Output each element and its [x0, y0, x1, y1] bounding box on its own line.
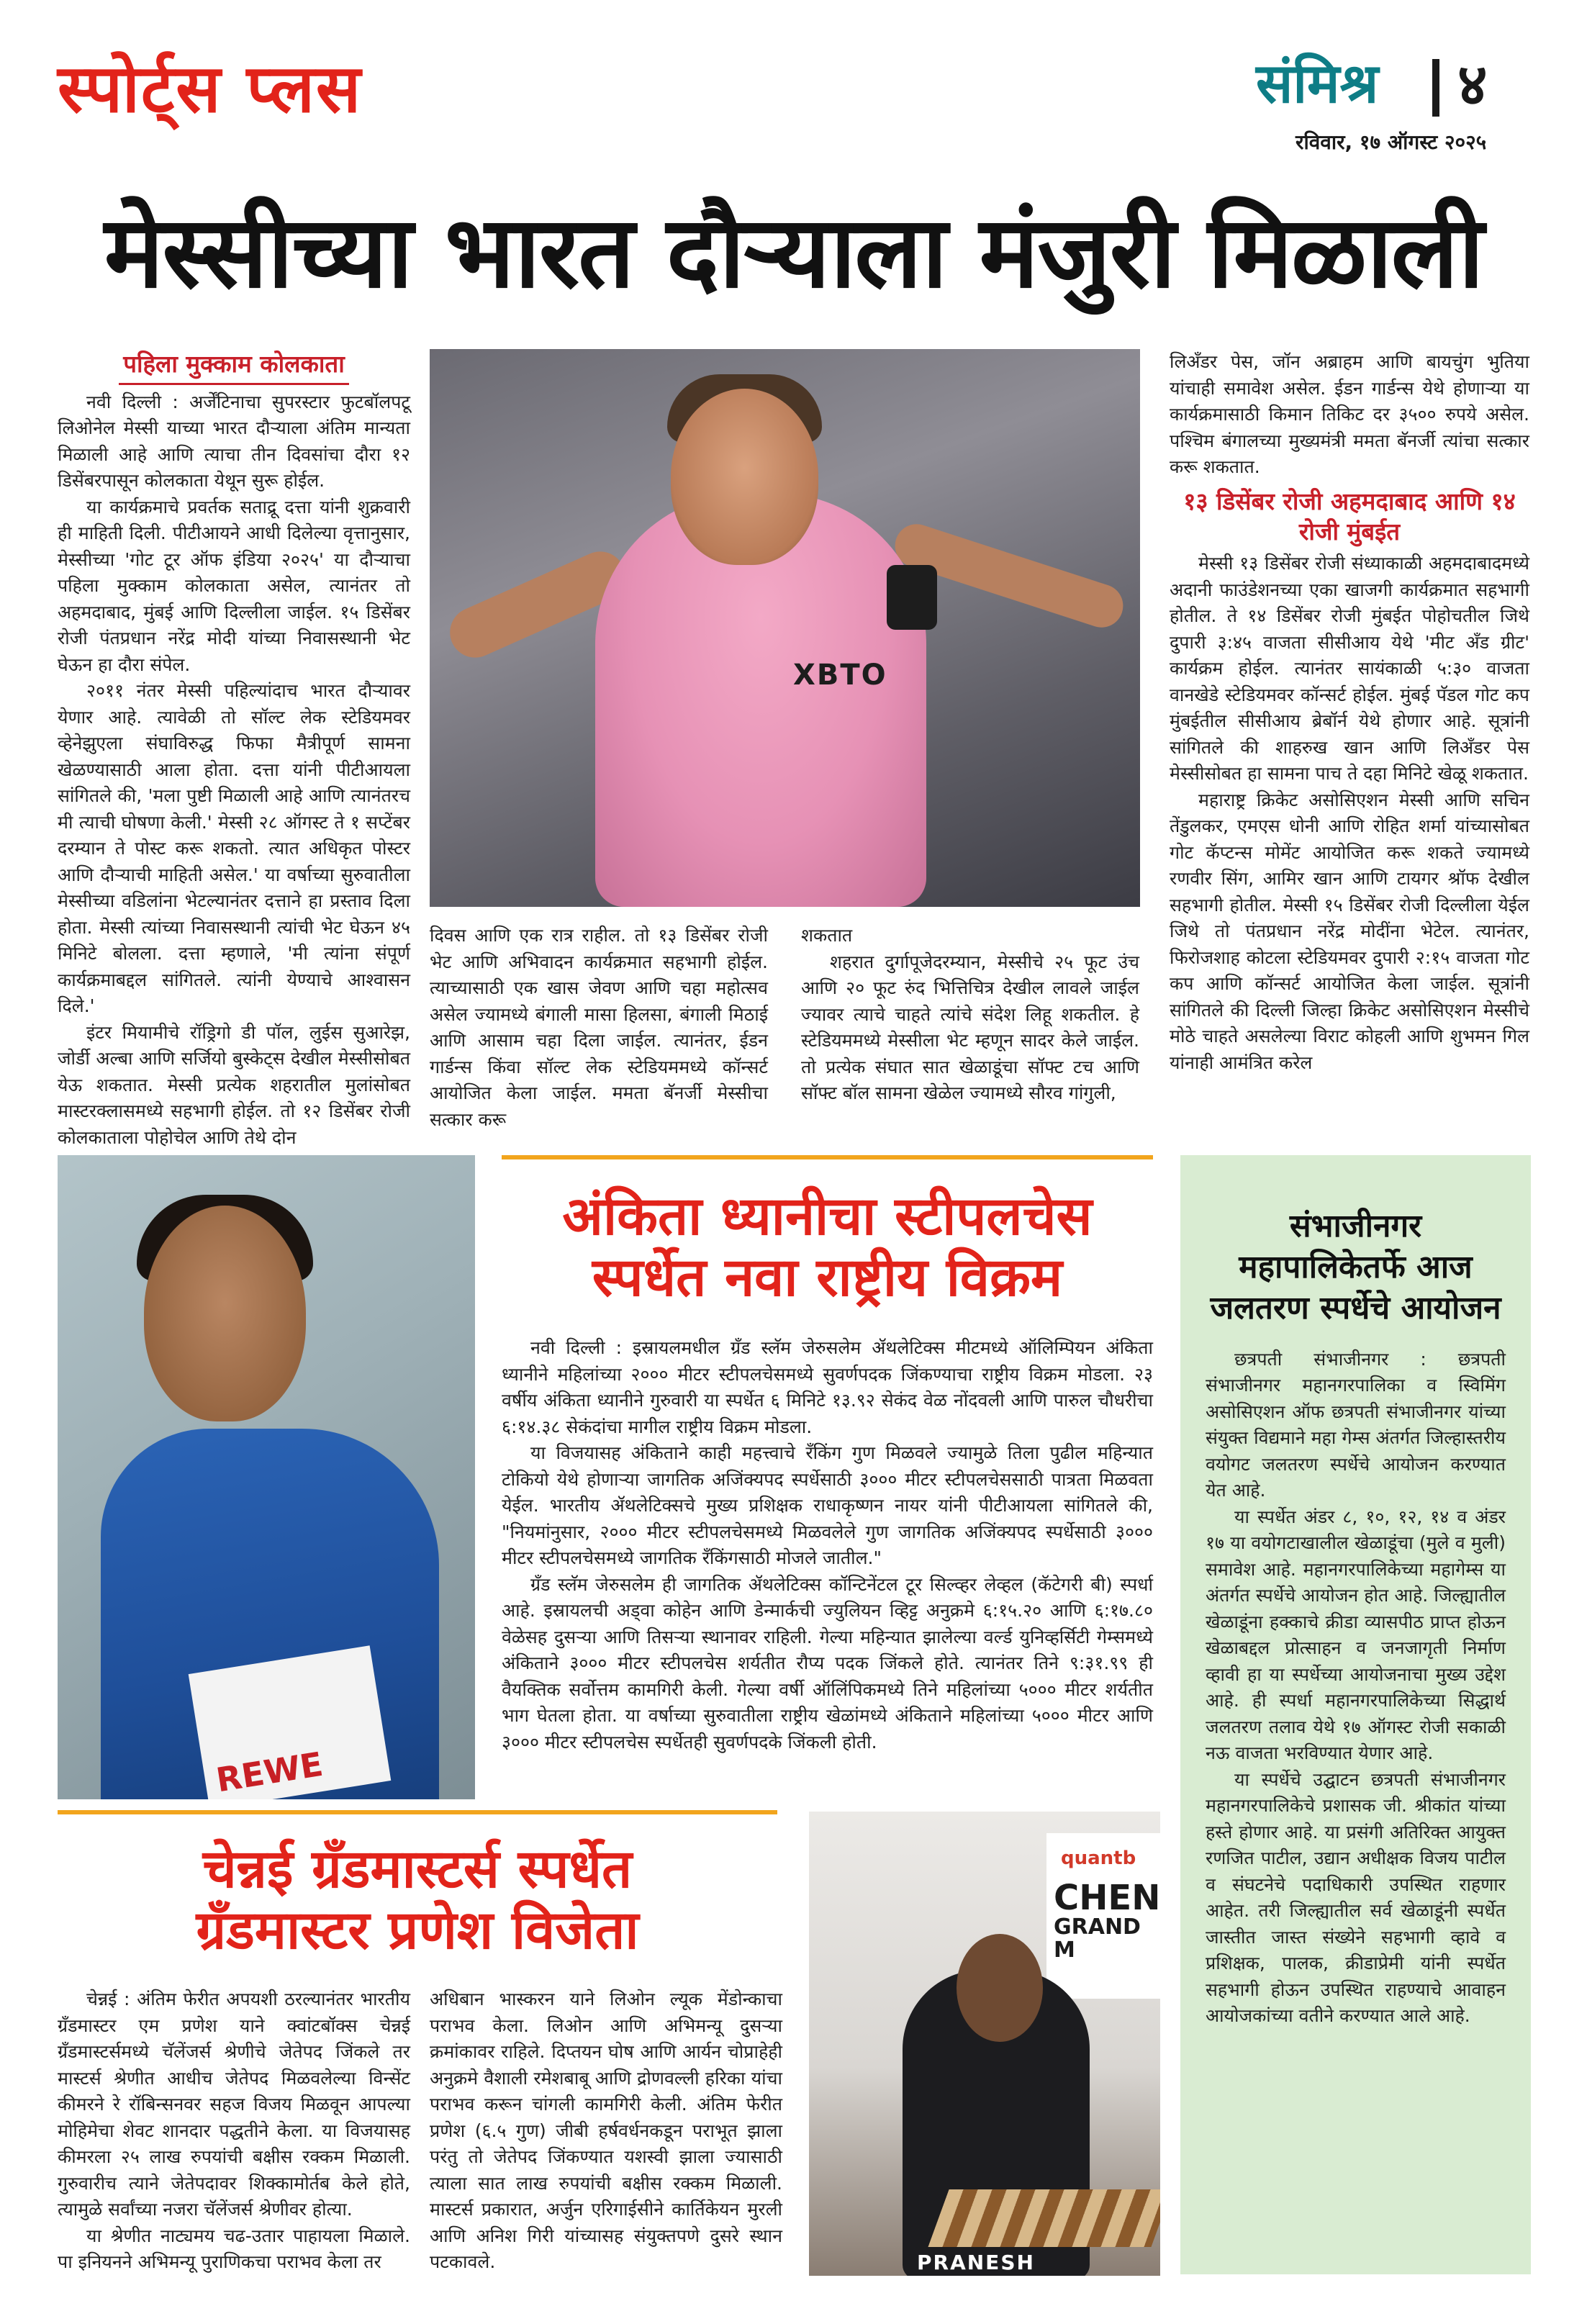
messi-col4-rest: मेस्सी १३ डिसेंबर रोजी संध्याकाळी अहमदाबादमध्ये अदानी फाउंडेशनच्या एका खाजगी कार्यक्रमात सहभागी होतील. ते १४ डिसेंबर रोजी मुंबईत पोहोचतील जिथे दुपारी ३:४५ वाजता सीसीआय येथे 'मीट अँड ग्रीट' कार्यक्रम होईल. त्यानंतर सायंकाळी ५:३० वाजता वानखेडे स्टेडियमवर कॉन्सर्ट होईल. मुंबई पॅडल गोट कप मुंबईतील सीसीआय ब्रेबॉर्न येथे होणार आहे. सूत्रांनी सांगितले की शाहरुख खान आणि लिअँडर पेस मेस्सीसोबत हा सामना पाच ते दहा मिनिटे खेळू शकतात. महाराष्ट्र क्रिकेट असोसिएशन मेस्सी आणि सचिन तेंडुलकर, एमएस धोनी आणि रोहित शर्मा यांच्यासोबत गोट कॅप्टन्स मोमेंट आयोजित करू शकते ज्यामध्ये रणवीर सिंग, आमिर खान आणि टायगर श्रॉफ देखील सहभागी होतील. मेस्सी १५ डिसेंबर रोजी दिल्लीला येईल जिथे तो पंतप्रधान नरेंद्र मोदींना भेटेल. त्यानंतर, फिरोजशाह कोटला स्टेडियमवर दुपारी २:१५ वाजता गोट कप आणि कॉन्सर्ट आयोजित केला जाईल. सूत्रांनी सांगितले की दिल्ली जिल्हा क्रिकेट असोसिएशन मेस्सीचे मोठे चाहते असलेल्या विराट कोहली आणि शुभमन गिल यांनाही आमंत्रित करेल: [1170, 553, 1529, 1073]
messi-col3-text: शकतात शहरात दुर्गापूजेदरम्यान, मेस्सीचे २५ फूट उंच आणि २० फूट रुंद भित्तिचित्र देखील लावले जाईल ज्यावर त्याचे चाहते त्यांचे संदेश लिहू शकतील. हे स्टेडियममध्ये मेस्सीला भेट म्हणून सादर केले जाईल. तो प्रत्येक संघात सात खेळाडूंचा सॉफ्ट टच आणि सॉफ्ट बॉल सामना खेळेल ज्यामध्ये सौरव गांगुली,: [801, 925, 1139, 1103]
messi-subhead-ahmedabad: १३ डिसेंबर रोजी अहमदाबाद आणि १४ रोजी मुंबईत: [1183, 487, 1516, 546]
section-name: संमिश्र: [1256, 51, 1379, 115]
sponsor-logo: quantb: [1061, 1848, 1136, 1869]
ankita-photo: [58, 1155, 475, 1799]
section-divider: [1432, 59, 1439, 117]
page-number: ४: [1457, 51, 1488, 118]
swim-story-box: [1180, 1155, 1531, 2274]
messi-col4-top: लिअँडर पेस, जॉन अब्राहम आणि बायचुंग भुतिया यांचाही समावेश असेल. ईडन गार्डन्स येथे होणाऱ्या या कार्यक्रमासाठी किमान तिकिट दर ३५०० रुपये असेल. पश्चिम बंगालच्या मुख्यमंत्री ममता बॅनर्जी त्यांचा सत्कार करू शकतात.: [1170, 351, 1529, 477]
jersey-sponsor-logo: XBTO: [793, 659, 887, 692]
messi-subhead-kolkata: पहिला मुक्काम कोलकाता: [58, 349, 410, 385]
chess-col2-text: अधिबान भास्करन याने लिओन ल्यूक मेंडोन्काचा पराभव केला. लिओन आणि अभिमन्यू दुसऱ्या क्रमांकावर राहिले. दिप्तयन घोष आणि आर्यन चोप्राहेही अनुक्रमे वैशाली रमेशबाबू आणि द्रोणवल्ली हरिका यांचा पराभव करून चांगली कामगिरी केली. अंतिम फेरीत प्रणेश (६.५ गुण) जीबी हर्षवर्धनकडून पराभूत झाला परंतु तो जेतेपद जिंकण्यात यशस्वी झाला ज्यासाठी त्याला सात लाख रुपयांची बक्षीस रक्कम मिळाली. मास्टर्स प्रकारात, अर्जुन एरिगाईसीने कार्तिकेयन मुरली आणि अनिश गिरी यांच्यासह संयुक्तपणे दुसरे स्थान पटकावले.: [430, 1989, 782, 2272]
chess-col1-text: चेन्नई : अंतिम फेरीत अपयशी ठरल्यानंतर भारतीय ग्रँडमास्टर एम प्रणेश याने क्वांटबॉक्स चेन्नई ग्रँडमास्टर्समध्ये चॅलेंजर्स श्रेणीचे जेतेपद जिंकले तर मास्टर्स श्रेणीत आधीच जेतेपद मिळवलेल्या विन्सेंट कीमरने रे रॉबिन्सनवर सहज विजय मिळवून आपल्या मोहिमेचा शेवट शानदार पद्धतीने केला. या विजयासह कीमरला २५ लाख रुपयांची बक्षीस रक्कम मिळाली. गुरुवारीच त्याने जेतेपदावर शिक्कामोर्तब केले होते, त्यामुळे सर्वांच्या नजरा चॅलेंजर्स श्रेणीवर होत्या. या श्रेणीत नाट्यमय चढ-उतार पाहायला मिळाले. पा इनियनने अभिमन्यू पुराणिकचा पराभव केला तर: [58, 1989, 410, 2272]
messi-col1-text: नवी दिल्ली : अर्जेंटिनाचा सुपरस्टार फुटबॉलपटू लिओनेल मेस्सी याच्या भारत दौऱ्याला अंतिम मान्यता मिळाली आहे आणि त्याचा तीन दिवसांचा दौरा १२ डिसेंबरपासून कोलकाता येथून सुरू होईल. या कार्यक्रमाचे प्रवर्तक सताद्रू दत्ता यांनी शुक्रवारी ही माहिती दिली. पीटीआयने आधी दिलेल्या वृत्तानुसार, मेस्सीच्या 'गोट टूर ऑफ इंडिया २०२५' या दौऱ्याचा पहिला मुक्काम कोलकाता असेल, त्यानंतर तो अहमदाबाद, मुंबई आणि दिल्लीला जाईल. १५ डिसेंबर रोजी पंतप्रधान नरेंद्र मोदी यांच्या निवासस्थानी भेट घेऊन हा दौरा संपेल. २०११ नंतर मेस्सी पहिल्यांदाच भारत दौऱ्यावर येणार आहे. त्यावेळी तो सॉल्ट लेक स्टेडियमवर व्हेनेझुएला संघाविरुद्ध फिफा मैत्रीपूर्ण सामना खेळण्यासाठी आला होता. दत्ता यांनी पीटीआयला सांगितले की, 'मला पुष्टी मिळाली आहे आणि त्यानंतरच मी त्याची घोषणा केली.' मेस्सी २८ ऑगस्ट ते १ सप्टेंबर दरम्यान ते पोस्ट करू शकतो. त्यात अधिकृत पोस्टर आणि दौऱ्याची माहिती असेल.' या वर्षाच्या सुरुवातीला मेस्सीच्या वडिलांना भेटल्यानंतर दत्ताने हा प्रस्ताव दिला होता. मेस्सी त्यांच्या निवासस्थानी त्यांची भेट घेऊन ४५ मिनिटे बोलला. दत्ता म्हणाले, 'मी त्यांना संपूर्ण कार्यक्रमाबद्दल सांगितले. त्यांनी येण्याचे आश्वासन दिले.' इंटर मियामीचे रॉड्रिगो डी पॉल, लुईस सुआरेझ, जोर्डी अल्बा आणि सर्जियो बुस्केट्स देखील मेस्सीसोबत येऊ शकतात. मेस्सी प्रत्येक शहरातील मुलांसोबत मास्टरक्लासमध्ये सहभागी होईल. तो १२ डिसेंबर रोजी कोलकाताला पोहोचेल आणि तेथे दोन: [58, 391, 410, 1148]
dateline: रविवार, १७ ऑगस्ट २०२५: [1296, 130, 1487, 154]
swim-headline: संभाजीनगर महापालिकेतर्फे आज जलतरण स्पर्धेचे आयोजन: [1210, 1208, 1501, 1327]
messi-column-1: [58, 349, 410, 1151]
player-name-tag: PRANESH: [917, 2251, 1035, 2274]
messi-column-4: [1170, 349, 1529, 1076]
ankita-headline: अंकिता ध्यानीचा स्टीपलचेस स्पर्धेत नवा राष्ट्रीय विक्रम: [562, 1185, 1093, 1309]
swim-body-text: छत्रपती संभाजीनगर : छत्रपती संभाजीनगर महानगरपालिका व स्विमिंग असोसिएशन ऑफ छत्रपती संभाजीनगर यांच्या संयुक्त विद्यमाने महा गेम्स अंतर्गत जिल्हास्तरीय वयोगट जलतरण स्पर्धेचे आयोजन करण्यात येत आहे. या स्पर्धेत अंडर ८, १०, १२, १४ व अंडर १७ या वयोगटाखालील खेळाडूंचा (मुले व मुली) समावेश आहे. महानगरपालिकेच्या महागेम्स या अंतर्गत स्पर्धेचे आयोजन होत आहे. जिल्ह्यातील खेळाडूंना हक्काचे क्रीडा व्यासपीठ प्राप्त होऊन खेळाबद्दल प्रोत्साहन व जनजागृती निर्माण व्हावी हा या स्पर्धेच्या आयोजनाचा मुख्य उद्देश आहे. ही स्पर्धा महानगरपालिकेच्या सिद्धार्थ जलतरण तलाव येथे १७ ऑगस्ट रोजी सकाळी नऊ वाजता भरविण्यात येणार आहे. या स्पर्धेचे उद्घाटन छत्रपती संभाजीनगर महानगरपालिकेचे प्रशासक जी. श्रीकांत यांच्या हस्ते होणार आहे. या प्रसंगी अतिरिक्त आयुक्त रणजित पाटील, उद्यान अधीक्षक विजय पाटील व संघटनेचे पदाधिकारी उपस्थित राहणार आहेत. तरी जिल्ह्यातील सर्व खेळाडूंनी स्पर्धेत जास्तीत जास्त संख्येने सहभागी व्हावे व प्रशिक्षक, पालक, क्रीडाप्रेमी यांनी स्पर्धेत सहभागी होऊन उपस्थित राहण्याचे आवाहन आयोजकांच्या वतीने करण्यात आले आहे.: [1206, 1348, 1506, 2027]
messi-photo: [430, 349, 1140, 907]
race-bib-text: REWE: [213, 1744, 326, 1799]
chess-top-rule: [58, 1810, 777, 1814]
chess-board: [928, 2189, 1160, 2247]
chess-photo: [809, 1812, 1160, 2276]
messi-col2-text: दिवस आणि एक रात्र राहील. तो १३ डिसेंबर रोजी भेट आणि अभिवादन कार्यक्रमात सहभागी होईल. त्याच्यासाठी एक खास जेवण आणि चहा महोत्सव असेल ज्यामध्ये बंगाली मासा हिलसा, बंगाली मिठाई आणि आसाम चहा दिला जाईल. त्यानंतर, ईडन गार्डन्स किंवा सॉल्ट लेक स्टेडियममध्ये कॉन्सर्ट आयोजित केला जाईल. ममता बॅनर्जी मेस्सीचा सत्कार करू: [430, 925, 768, 1130]
ankita-body-text: नवी दिल्ली : इस्रायलमधील ग्रँड स्लॅम जेरुसलेम ॲथलेटिक्स मीटमध्ये ऑलिम्पियन अंकिता ध्यानीने महिलांच्या २००० मीटर स्टीपलचेसमध्ये सुवर्णपदक जिंकण्याचा राष्ट्रीय विक्रम मोडला. २३ वर्षीय अंकिता ध्यानीने गुरुवारी या स्पर्धेत ६ मिनिटे १३.९२ सेकंद वेळ नोंदवली आणि पारुल चौधरीचा ६:१४.३८ सेकंदांचा मागील राष्ट्रीय विक्रम मोडला. या विजयासह अंकिताने काही महत्त्वाचे रँकिंग गुण मिळवले ज्यामुळे तिला पुढील महिन्यात टोकियो येथे होणाऱ्या जागतिक अजिंक्यपद स्पर्धेसाठी ३००० मीटर स्टीपलचेससाठी पात्रता मिळवता येईल. भारतीय ॲथलेटिक्सचे मुख्य प्रशिक्षक राधाकृष्णन नायर यांनी पीटीआयला सांगितले की, "नियमांनुसार, २००० मीटर स्टीपलचेसमध्ये मिळवलेले गुण जागतिक अजिंक्यपद स्पर्धेसाठी ३००० मीटर स्टीपलचेसमध्ये जागतिक रँकिंगसाठी मोजले जातील." ग्रँड स्लॅम जेरुसलेम ही जागतिक ॲथलेटिक्स कॉन्टिनेंटल टूर सिल्व्हर लेव्हल (कॅटेगरी बी) स्पर्धा आहे. इस्रायलची अड्वा कोहेन आणि डेन्मार्कची ज्युलियन व्हिट्ट अनुक्रमे ६:१५.२० आणि ६:१७.८० वेळेसह दुसऱ्या आणि तिसऱ्या स्थानावर राहिली. गेल्या महिन्यात झालेल्या वर्ल्ड युनिव्हर्सिटी गेम्समध्ये अंकिताने ३००० मीटर स्टीपलचेस शर्यतीत रौप्य पदक जिंकले होते. त्यानंतर तिने ९:३१.९९ ही वैयक्तिक सर्वोत्तम कामगिरी केली. गेल्या वर्षी ऑलिंपिकमध्ये तिने महिलांच्या ५००० मीटर शर्यतीत भाग घेतला होता. या वर्षाच्या सुरुवातीला राष्ट्रीय खेळांमध्ये अंकिताने महिलांच्या ५००० मीटर आणि ३००० मीटर स्टीपलचेस स्पर्धेतही सुवर्णपदके जिंकली होती.: [502, 1337, 1153, 1753]
brand-logo: स्पोर्ट्स प्लस: [58, 50, 363, 127]
main-headline: मेस्सीच्या भारत दौऱ्याला मंजुरी मिळाली: [104, 194, 1483, 310]
chess-headline: चेन्नई ग्रँडमास्टर्स स्पर्धेत ग्रँडमास्टर प्रणेश विजेता: [196, 1838, 639, 1962]
ankita-top-rule: [502, 1155, 1153, 1159]
event-banner: CHEN GRAND M: [1054, 1878, 1160, 1963]
